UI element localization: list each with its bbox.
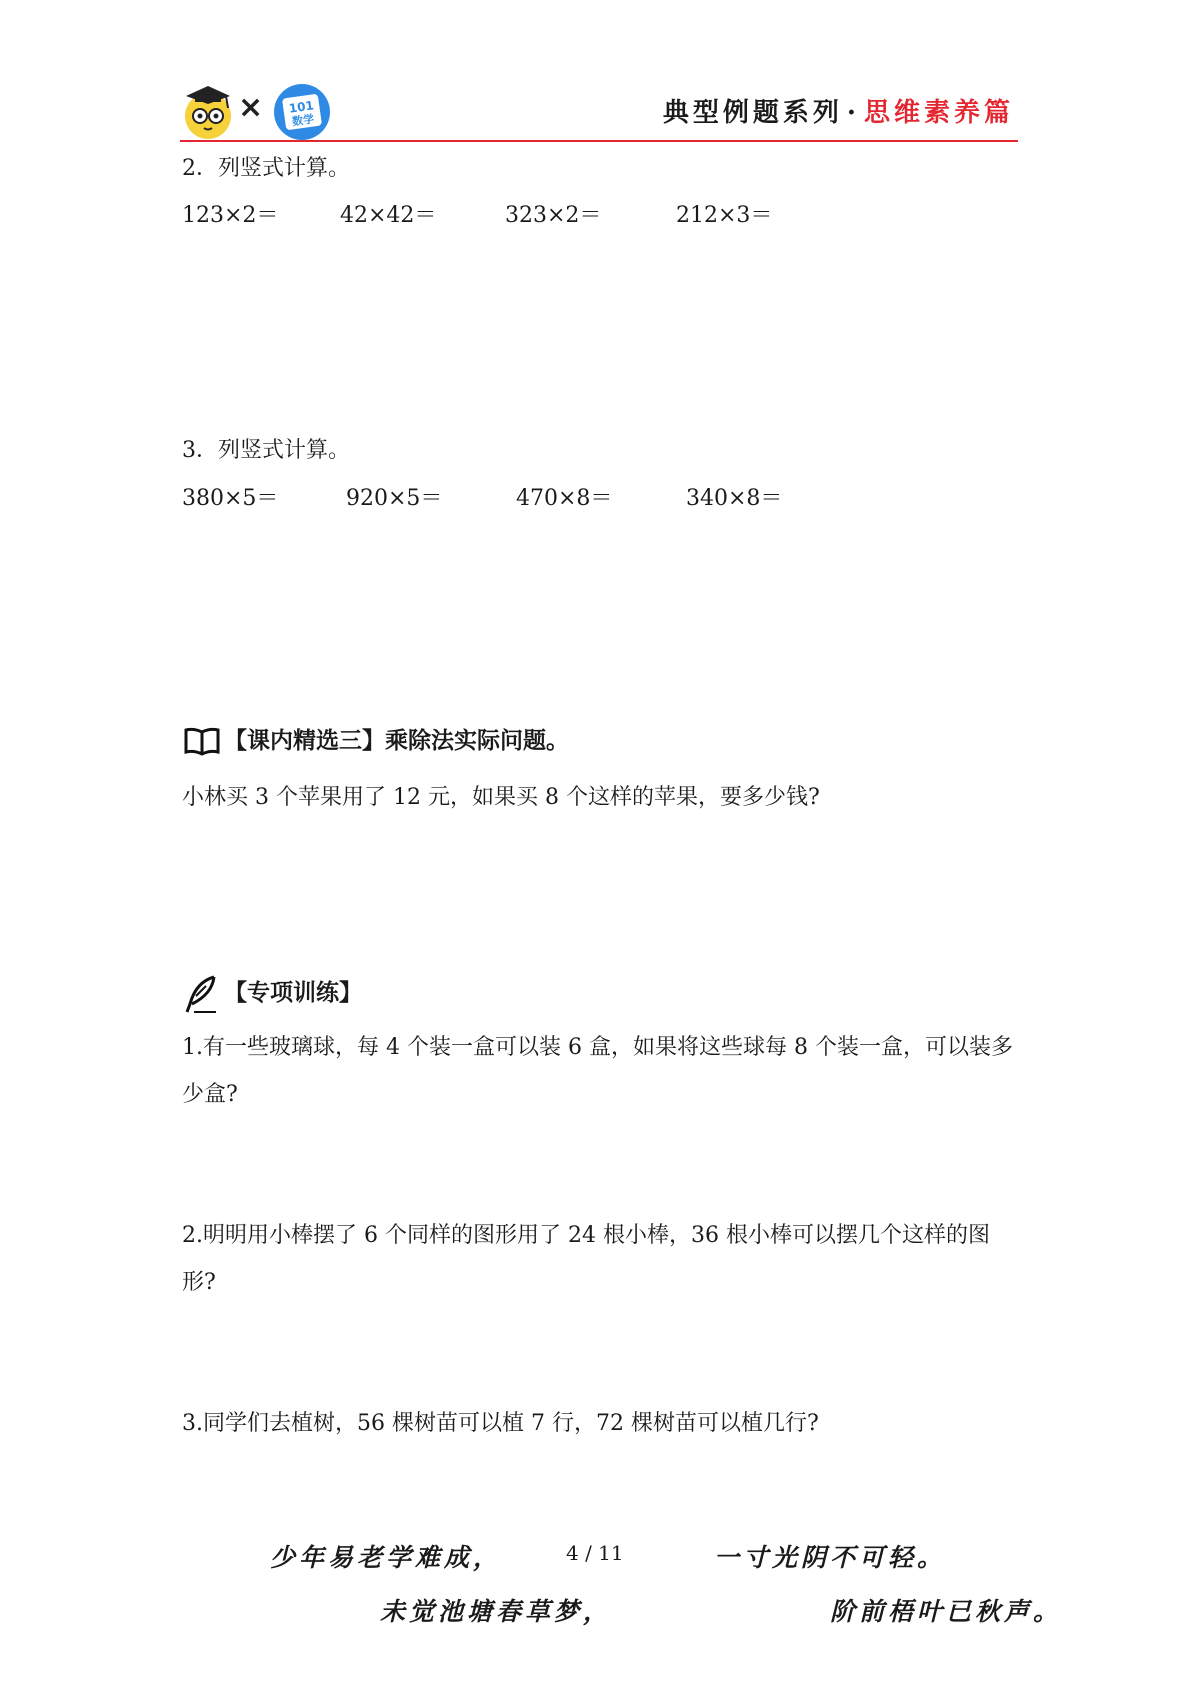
selection3-heading: 【课内精选三】乘除法实际问题。 (224, 728, 569, 754)
section2-problem-4: 212×3＝ (676, 203, 773, 228)
section2-problem-2: 42×42＝ (340, 203, 437, 228)
section2-title: 2．列竖式计算。 (182, 156, 350, 181)
section3-problem-2: 920×5＝ (346, 486, 443, 511)
poem-line2-left: 未觉池塘春草梦， (380, 1597, 613, 1626)
poem-line2-right: 阶前梧叶已秋声。 (830, 1597, 1063, 1626)
section3-problem-4: 340×8＝ (686, 486, 783, 511)
training-heading: 【专项训练】 (224, 980, 362, 1006)
training-item-3: 3.同学们去植树，56 棵树苗可以植 7 行，72 棵树苗可以植几行? (182, 1411, 819, 1436)
series-title (663, 92, 1014, 129)
series-dot: · (846, 98, 860, 128)
section3-title: 3．列竖式计算。 (182, 438, 350, 463)
times-sign: × (238, 90, 264, 125)
math101-logo-icon (272, 82, 332, 142)
page-number: 4 / 11 (566, 1541, 624, 1565)
book-icon (182, 726, 222, 756)
owl-logo-icon (182, 84, 234, 140)
quill-icon (182, 974, 220, 1014)
section3-problem-1: 380×5＝ (182, 486, 279, 511)
svg-text:101: 101 (287, 98, 315, 116)
selection3-question: 小林买 3 个苹果用了 12 元，如果买 8 个这样的苹果，要多少钱? (182, 785, 820, 810)
poem-line1-left: 少年易老学难成， (270, 1543, 503, 1572)
training-item-1: 1.有一些玻璃球，每 4 个装一盒可以装 6 盒，如果将这些球每 8 个装一盒，可以装多少盒? (182, 1035, 1013, 1107)
section2-problem-3: 323×2＝ (505, 203, 602, 228)
section2-problem-1: 123×2＝ (182, 203, 279, 228)
training-item-2: 2.明明用小棒摆了 6 个同样的图形用了 24 根小棒，36 根小棒可以摆几个这样的图形? (182, 1223, 990, 1295)
series-main: 典型例题系列 (662, 98, 843, 128)
header-divider (180, 140, 1018, 142)
section3-problem-3: 470×8＝ (516, 486, 613, 511)
poem-line1-right: 一寸光阴不可轻。 (714, 1543, 947, 1572)
svg-text:数学: 数学 (291, 112, 315, 129)
series-accent: 思维素养篇 (863, 98, 1014, 128)
